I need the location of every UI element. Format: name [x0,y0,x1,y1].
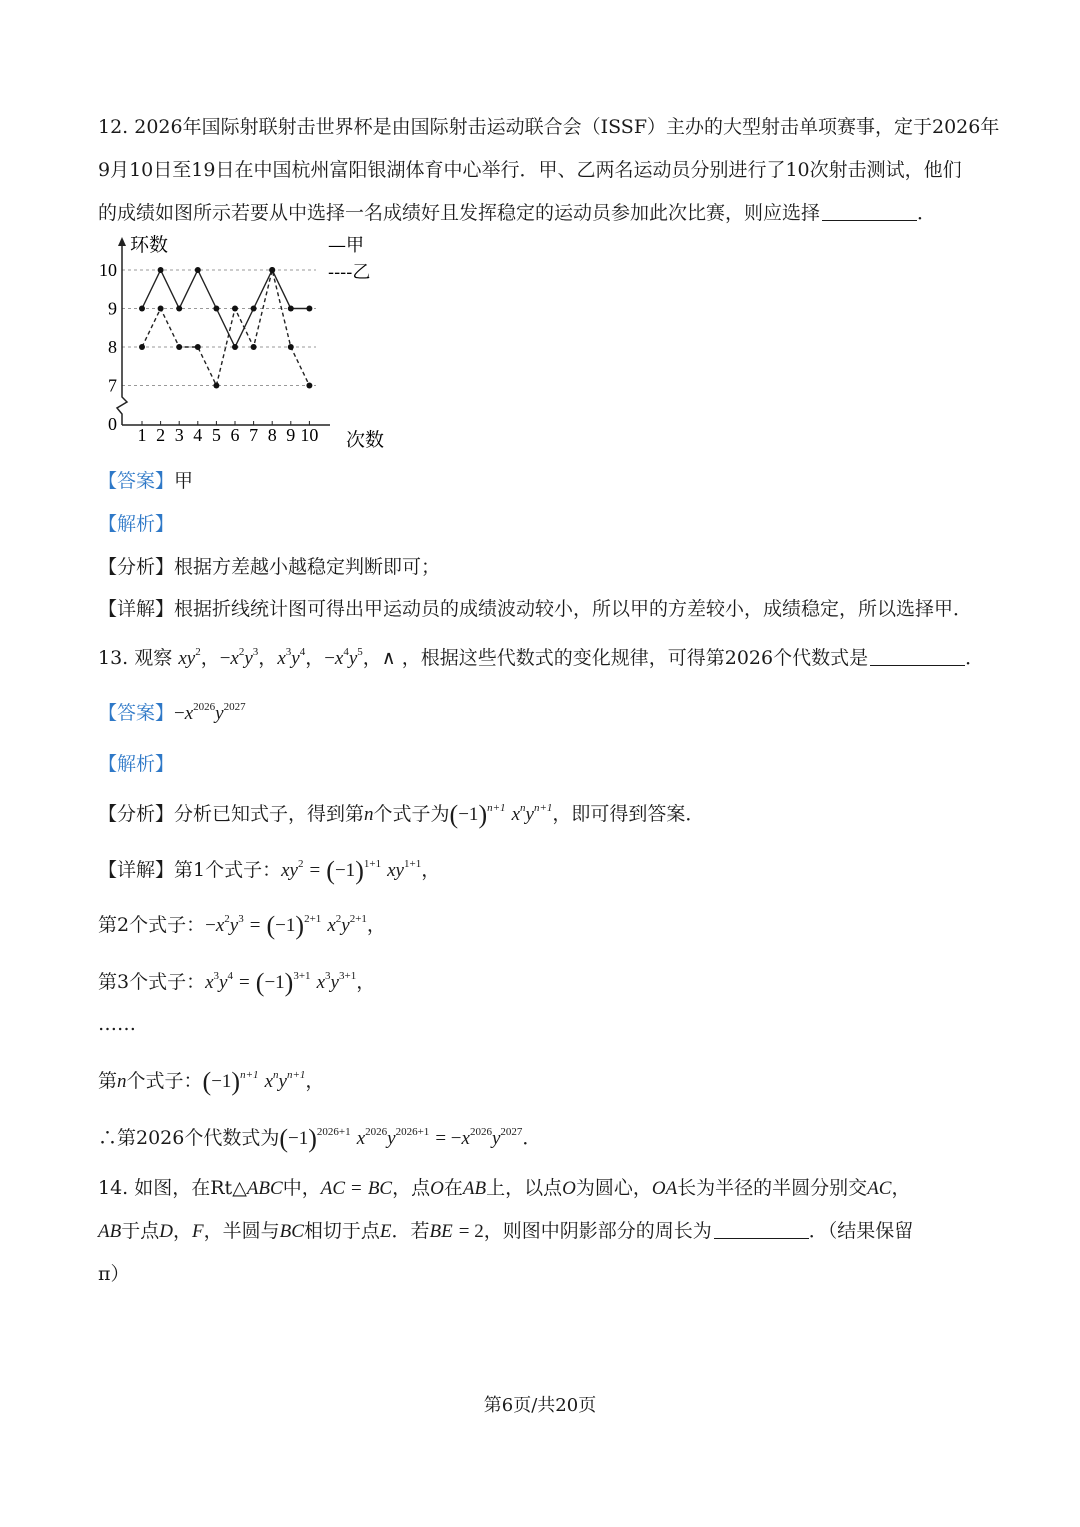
y-tick-label: 7 [108,375,117,396]
q12-answer: 【答案】甲 [98,470,194,492]
data-point-yi [269,267,275,273]
x-tick-label: 6 [230,425,240,445]
x-tick-label: 3 [174,425,184,445]
q13-item1: 【详解】第1个式子：$xy^2 = (-1)^{1+1}$ $xy^{1+1}$， [98,856,441,885]
q12-analysis-tag: 【解析】 [98,513,175,535]
data-point-yi [176,344,182,350]
y-tick-label: 10 [99,260,117,280]
legend-yi: ----乙 [328,262,371,283]
data-point-yi [288,344,294,350]
data-point-jia [288,306,294,312]
x-tick-label: 7 [249,425,259,445]
q12-line2: 9月10日至19日在中国杭州富阳银湖体育中心举行．甲、乙两名运动员分别进行了10次射击测试，他们 [98,159,962,181]
chart-marks [139,267,312,389]
data-point-yi [306,383,312,389]
answer-blank [822,201,917,221]
y-axis-title: 环数 [130,234,169,256]
data-point-jia [251,306,257,312]
q13-analysis-tag: 【解析】 [98,753,175,775]
x-tick-label: 5 [211,425,221,445]
x-tick-label: 2 [156,425,166,445]
q13-answer: 【答案】$-x^{2026}y^{2027}$ [98,701,246,724]
chart-labels [99,234,384,451]
data-point-yi [158,306,164,312]
q13-line1: 13. 观察 $xy^2$，$-x^2y^3$，$x^3y^4$，$-x^4y^5$，∧ ，根据这些代数式的变化规律，可得第2026个代数式是 ． [98,646,985,669]
data-point-jia [195,267,201,273]
data-point-yi [213,383,219,389]
data-point-jia [232,344,238,350]
line-chart [98,232,398,457]
q13-item3: 第3个式子：$x^3y^4 = (-1)^{3+1}$ $x^3y^{3+1}$， [98,968,376,997]
y-tick-label: 8 [108,337,117,357]
page-footer: 第6页/共20页 [483,1395,597,1416]
x-tick-label: 8 [267,425,277,445]
chart-axes [117,237,330,425]
data-point-jia [306,306,312,312]
q12-fenxi: 【分析】根据方差越小越稳定判断即可； [98,556,441,578]
x-tick-label: 10 [300,425,319,445]
answer-blank-14 [714,1219,809,1239]
data-point-yi [232,306,238,312]
data-point-jia [176,306,182,312]
q12-line3: 的成绩如图所示若要从中选择一名成绩好且发挥稳定的运动员参加此次比赛，则应选择 ． [98,202,937,224]
q13-dots: …… [98,1013,136,1035]
answer-blank-13 [870,646,965,666]
q13-item-n: 第n个式子：$(-1)^{n+1}$ $x^ny^{n+1}$， [98,1067,325,1096]
q13-therefore: ∴第2026个代数式为$(-1)^{2026+1}$ $x^{2026}y^{2026+1} = -x^{2026}y^{2027}$． [98,1124,542,1153]
data-point-yi [139,344,145,350]
q14-line2: AB于点D，F，半圆与BC相切于点E．若BE = 2，则图中阴影部分的周长为 ．（结果保留 [98,1220,914,1242]
x-axis-title: 次数 [346,429,385,451]
q14-line1: 14. 如图，在Rt△ABC中，AC = BC，点O在AB上，以点O为圆心，OA长为半径的半圆分别交AC， [98,1177,911,1199]
q13-item2: 第2个式子：$-x^2y^3 = (-1)^{2+1}$ $x^2y^{2+1}$， [98,911,386,940]
origin-label: 0 [108,414,117,434]
x-tick-label: 1 [137,425,147,445]
data-point-jia [158,267,164,273]
legend-jia: —甲 [328,235,364,256]
data-point-yi [195,344,201,350]
x-tick-label: 9 [286,425,296,445]
data-point-jia [139,306,145,312]
data-point-jia [213,306,219,312]
q12-line1: 12. 2026年国际射联射击世界杯是由国际射击运动联合会（ISSF）主办的大型射击单项赛事，定于2026年 [98,116,1000,138]
y-tick-label: 9 [108,298,117,319]
q14-line3: π） [98,1263,130,1285]
data-point-yi [251,344,257,350]
x-tick-label: 4 [193,425,203,445]
y-axis-arrow [118,237,126,246]
y-axis [117,240,127,425]
q13-fenxi: 【分析】分析已知式子，得到第n个式子为$(-1)^{n+1}$ $x^ny^{n+1}$，即可得到答案． [98,800,705,829]
q12-xiangjie: 【详解】根据折线统计图可得出甲运动员的成绩波动较小，所以甲的方差较小，成绩稳定，所以选择甲． [98,598,973,620]
